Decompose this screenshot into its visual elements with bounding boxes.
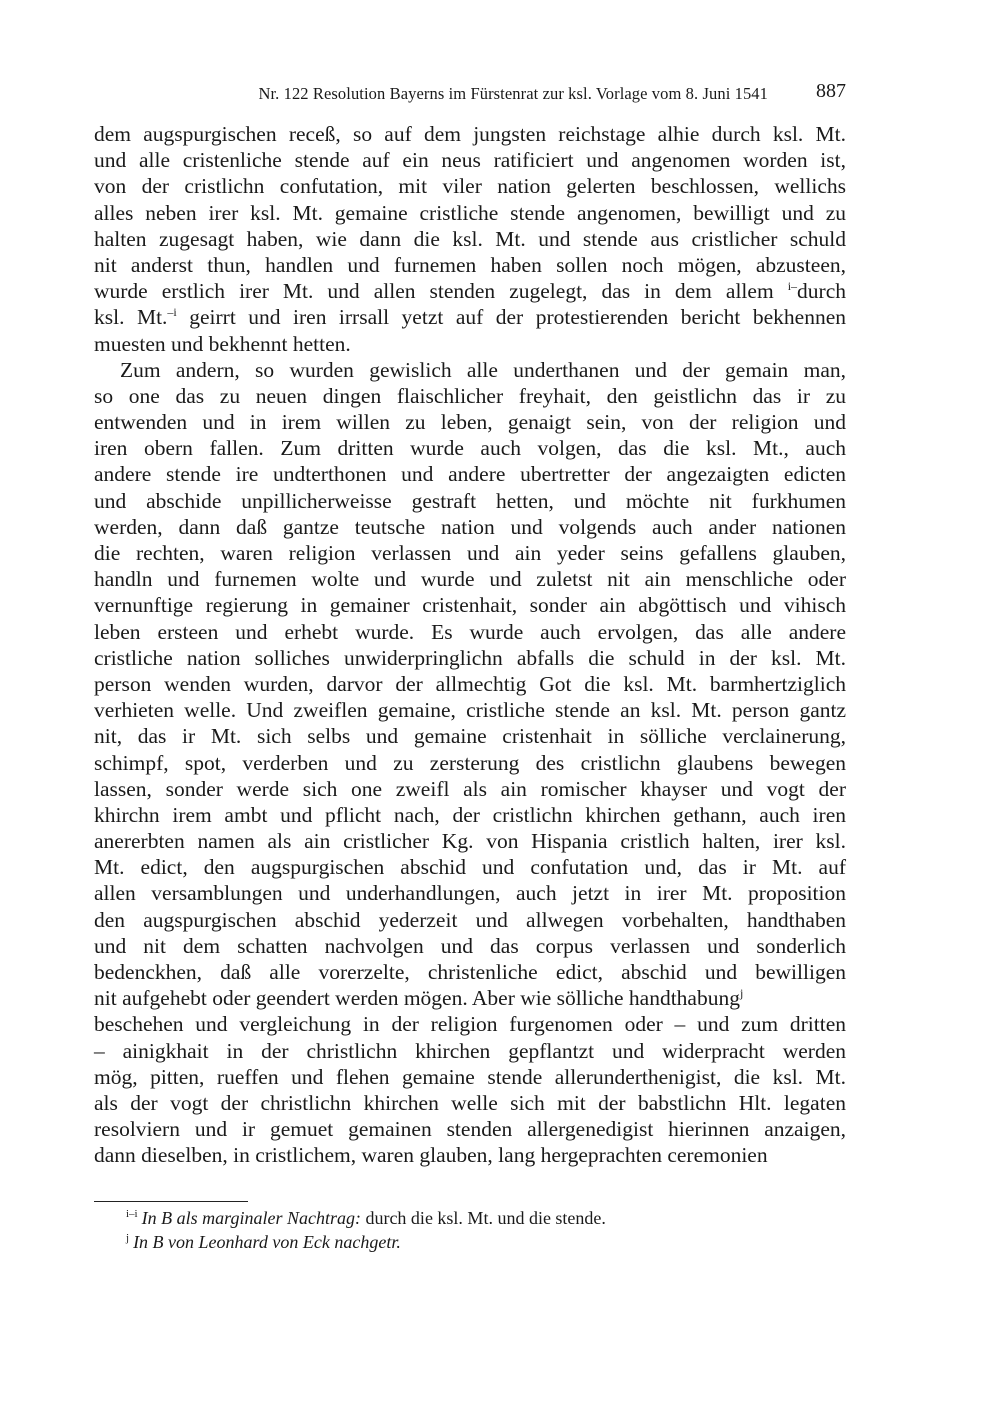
text-line: nit, das ir Mt. sich selbs und gemaine cristenhait in sölliche verclainerung,	[94, 724, 846, 749]
text-line: schimpf, spot, verderben und zu zersterung des cristlichn glaubens bewegen	[94, 750, 846, 775]
running-header	[94, 80, 846, 110]
footnote	[126, 1230, 846, 1254]
text-line: so one das zu neuen dingen flaischlicher freyhait, den geistlichn das ir zu	[94, 383, 846, 408]
text-segment: geirrt und iren irrsall yetzt auf der protestierenden bericht bekhennen	[176, 305, 846, 330]
text-line: und nit dem schatten nachvolgen und das corpus verlassen und sonderlich	[94, 933, 846, 958]
text-line: alles neben irer ksl. Mt. gemaine cristliche stende angenomen, bewilligt und zu	[94, 200, 846, 225]
footnotes	[126, 1206, 846, 1254]
text-line: resolviern und ir gemuet gemainen stenden allergenedigist hierinnen anzaigen,	[94, 1117, 846, 1142]
text-line: lassen, sonder werde sich one zweifl als ain romischer khayser und vogt der	[94, 776, 846, 801]
text-line: allen versamblungen und underhandlungen, auch jetzt in irer Mt. proposition	[94, 881, 846, 906]
footnote-text: durch die ksl. Mt. und die stende.	[360, 1208, 606, 1228]
text-line: andere stende ire undterthonen und andere ubertretter der angezaigten edicten	[94, 462, 846, 487]
text-line	[94, 304, 846, 330]
text-line: muesten und bekhennt hetten.	[94, 331, 351, 356]
text-segment: ksl. Mt.	[94, 305, 168, 330]
text-line: verhieten welle. Und zweiflen gemaine, cristliche stende an ksl. Mt. person gantz	[94, 698, 846, 723]
text-line: cristliche nation solliches unwiderpringlichn abfalls die schuld in der ksl. Mt.	[94, 645, 846, 670]
text-segment: wurde erstlich irer Mt. und allen stenden zugelegt, das in dem allem	[94, 279, 788, 304]
text-line: dem augspurgischen receß, so auf dem jungsten reichstage alhie durch ksl. Mt.	[94, 122, 846, 146]
footnote	[126, 1206, 846, 1230]
footnote-marker: i–	[787, 279, 798, 294]
text-line: nit anderst thun, handlen und furnemen haben sollen noch mögen, abzusteen,	[94, 252, 846, 277]
text-line: Mt. edict, den augspurgischen abschid und confutation und, das ir Mt. auf	[94, 855, 846, 880]
running-title: Nr. 122 Resolution Bayerns im Fürstenrat zur ksl. Vorlage vom 8. Juni 1541	[258, 84, 768, 103]
text-line: und alle cristenliche stende auf ein neus ratificiert und angenomen worden ist,	[94, 148, 846, 173]
text-line: anererbten namen als ain cristlicher Kg. von Hispania cristlich halten, irer ksl.	[94, 829, 846, 854]
footnote-mark: i–i	[126, 1208, 138, 1220]
text-line: iren obern fallen. Zum dritten wurde auch volgen, das die ksl. Mt., auch	[94, 436, 846, 461]
text-line: khirchn irem ambt und pflicht nach, der cristlichn khirchen gethann, auch iren	[94, 802, 846, 827]
footnote-italic: In B von Leonhard von Eck nachgetr.	[133, 1232, 401, 1252]
text-line: von der cristlichn confutation, mit viler nation gelerten beschlossen, wellichs	[94, 174, 846, 199]
text-line	[94, 985, 846, 1011]
text-line: person wenden wurden, darvor der allmechtig Got die ksl. Mt. barmhertziglich	[94, 671, 846, 696]
text-line: als der vogt der christlichn khirchen welle sich mit der babstlichn Hlt. legaten	[94, 1090, 846, 1115]
text-line: und abschide unpillicherweisse gestraft hetten, und möchte nit furkhumen	[94, 488, 846, 513]
text-line: halten zugesagt haben, wie dann die ksl. Mt. und stende aus cristlicher schuld	[94, 226, 846, 251]
text-line: leben ersteen und erhebt wurde. Es wurde auch ervolgen, das alle andere	[94, 619, 846, 644]
text-line: den augspurgischen abschid yederzeit und allwegen vorbehalten, handthaben	[94, 907, 846, 932]
footnote-italic: In B als marginaler Nachtrag:	[141, 1208, 361, 1228]
text-line: – ainigkhait in der christlichn khirchen gepflantzt und widerpracht werden	[94, 1038, 846, 1063]
text-segment: durch	[797, 279, 846, 304]
text-line: Zum andern, so wurden gewislich alle underthanen und der gemain man,	[120, 357, 846, 382]
text-line	[94, 278, 846, 304]
text-line: beschehen und vergleichung in der religion furgenomen oder – und zum dritten	[94, 1012, 846, 1037]
footnote-marker: j	[739, 986, 744, 1001]
text-line: mög, pitten, rueffen und flehen gemaine stende allerunderthenigist, die ksl. Mt.	[94, 1064, 846, 1089]
text-line: entwenden und in irem willen zu leben, genaigt sein, von der religion und	[94, 410, 846, 435]
text-line: werden, dann daß gantze teutsche nation und volgends auch ander nationen	[94, 514, 846, 539]
page-number: 887	[816, 80, 846, 102]
main-text	[94, 121, 846, 1169]
text-line: dann dieselben, in cristlichem, waren glauben, lang hergeprachten ceremonien	[94, 1143, 768, 1168]
text-line: die rechten, waren religion verlassen und ain yeder seins gefallens glauben,	[94, 541, 846, 565]
footnote-mark: j	[126, 1232, 130, 1244]
text-segment: nit aufgehebt oder geendert werden mögen. Aber wie sölliche handthabung	[94, 986, 740, 1011]
text-line: bedenckhen, daß alle vorerzelte, christenliche edict, abschid und bewilligen	[94, 960, 846, 984]
text-line: vernunftige regierung in gemainer cristenhait, sonder ain abgöttisch und vihisch	[94, 593, 846, 618]
text-line: handln und furnemen wolte und wurde und zuletst nit ain menschliche oder	[94, 567, 846, 592]
footnote-rule	[94, 1201, 248, 1202]
footnote-marker: –i	[167, 305, 177, 320]
